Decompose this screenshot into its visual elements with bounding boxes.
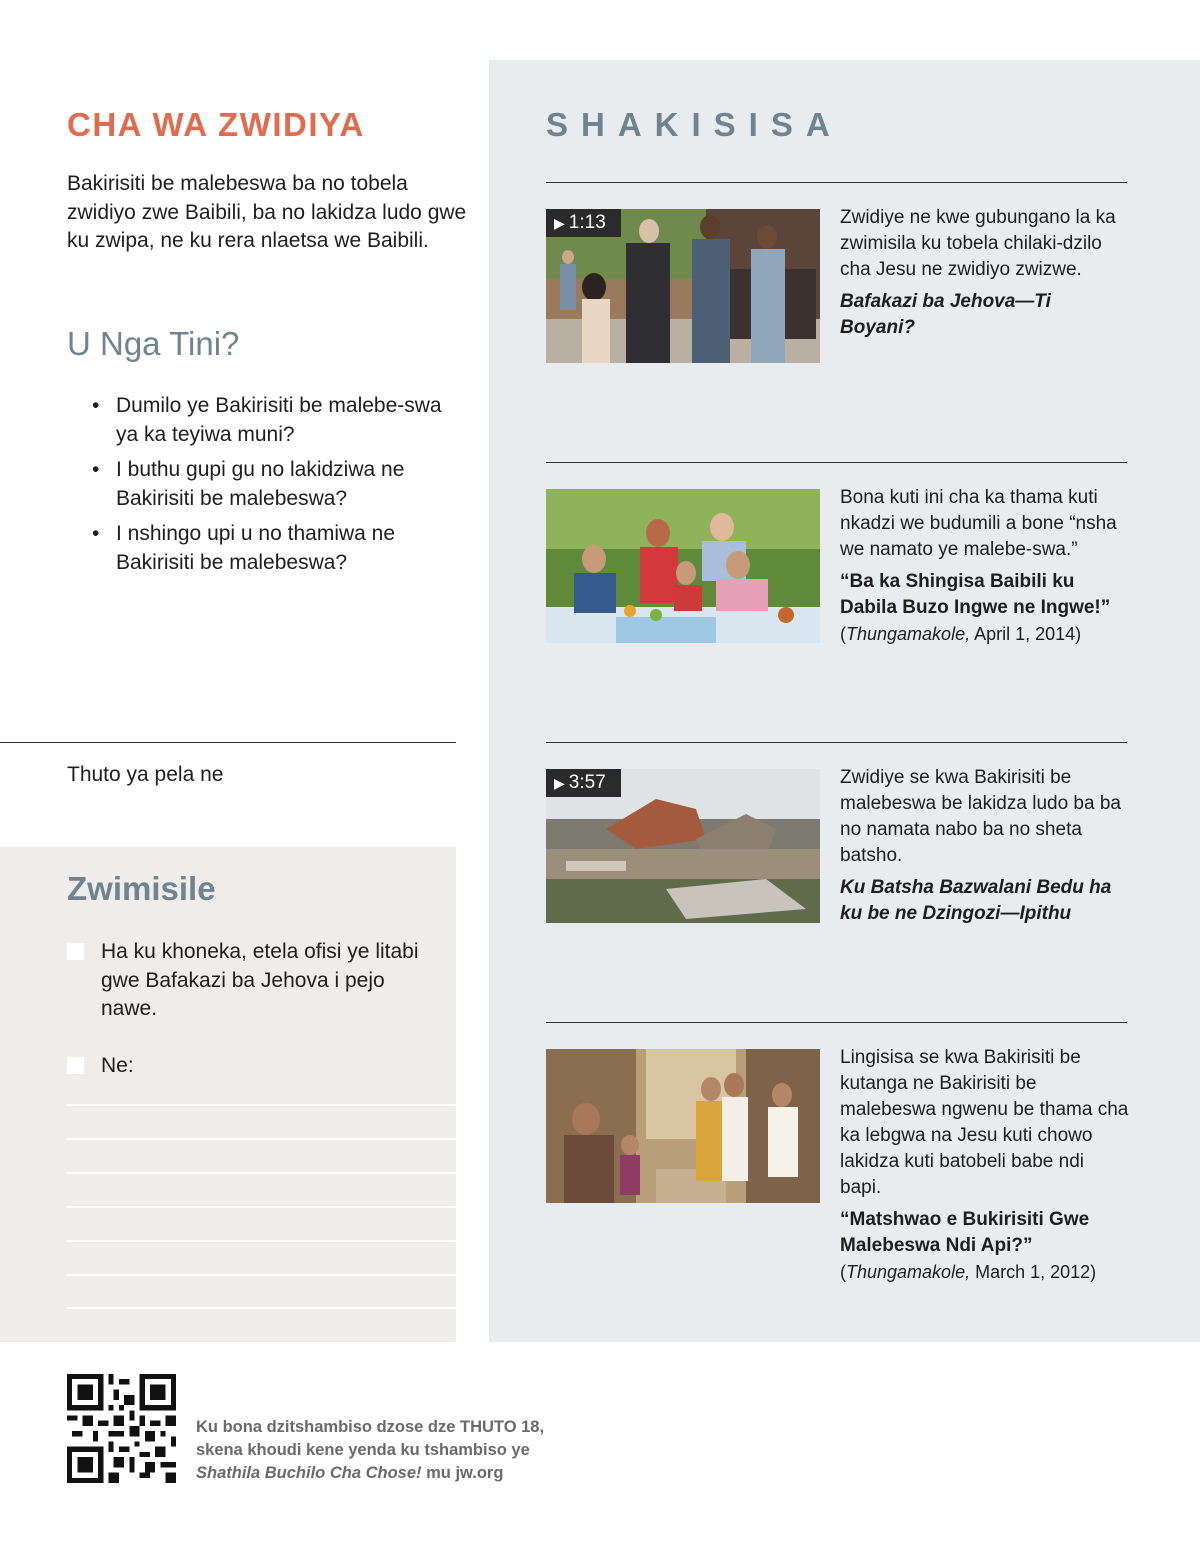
resource-description: Bona kuti ini cha ka thama kuti nkadzi we budumili a bone “nsha we namato ye malebe-swa.” “Ba ka Shingisa Baibili ku Dabila Buzo Ingwe ne Ingwe!” (Thungamakole, April 1, 2014) xyxy=(840,485,1130,647)
qr-code-icon xyxy=(67,1374,176,1483)
video-duration-badge: ▶ 3:57 xyxy=(546,769,621,797)
resource-title[interactable]: “Ba ka Shingisa Baibili ku Dabila Buzo Ingwe ne Ingwe!” xyxy=(840,571,1111,618)
video-thumbnail[interactable] xyxy=(546,769,820,923)
divider xyxy=(546,1022,1127,1023)
resource-title[interactable]: “Matshwao e Bukirisiti Gwe Malebeswa Ndi Api?” xyxy=(840,1209,1090,1256)
resource-citation: (Thungamakole, March 1, 2012) xyxy=(840,1262,1097,1282)
write-line[interactable] xyxy=(67,1138,456,1140)
write-line[interactable] xyxy=(67,1104,456,1106)
resource-description: Lingisisa se kwa Bakirisiti be kutanga ne Bakirisiti be malebeswa ngwenu be thama cha ka lebgwa na Jesu kuti chowo lakidza kuti batobeli babe ndi bapi. “Matshwao e Bukirisiti Gwe Malebeswa Ndi Api?” (Thungamakole, March 1, 2012) xyxy=(840,1045,1130,1285)
bible-times-image xyxy=(546,1049,820,1203)
checkbox[interactable] xyxy=(67,1057,84,1074)
article-thumbnail[interactable] xyxy=(546,489,820,643)
resource-description: Zwidiye se kwa Bakirisiti be malebeswa be lakidza ludo ba ba no namata nabo ba no sheta batsho. Ku Batsha Bazwalani Bedu ha ku be ne Dzingozi—Ipithu xyxy=(840,765,1130,927)
divider xyxy=(546,742,1127,743)
write-line[interactable] xyxy=(67,1307,456,1309)
resource-title[interactable]: Ku Batsha Bazwalani Bedu ha ku be ne Dzingozi—Ipithu xyxy=(840,877,1112,924)
divider xyxy=(546,462,1127,463)
qr-code[interactable] xyxy=(67,1374,176,1483)
write-line[interactable] xyxy=(67,1206,456,1208)
play-icon: ▶ xyxy=(554,215,565,231)
footer-note: Ku bona dzitshambiso dzose dze THUTO 18, skena khoudi kene yenda ku tshambiso ye Shathila Buchilo Cha Chose! mu jw.org xyxy=(196,1418,545,1482)
goals-heading: Zwimisile xyxy=(67,870,216,907)
family-meal-image xyxy=(546,489,820,643)
goal-item: Ne: xyxy=(67,1052,437,1081)
video-thumbnail[interactable] xyxy=(546,209,820,363)
divider xyxy=(0,742,456,743)
intro-paragraph: Bakirisiti be malebeswa ba no tobela zwidiyo zwe Baibili, ba no lakidza ludo gwe ku zwipa, ne ku rera nlaetsa we Baibili. xyxy=(67,172,467,252)
checkbox[interactable] xyxy=(67,943,84,960)
goals-panel xyxy=(0,847,456,1342)
play-icon: ▶ xyxy=(554,775,565,791)
questions-list xyxy=(92,392,452,584)
page-title: CHA WA ZWIDIYA xyxy=(67,106,365,143)
write-line[interactable] xyxy=(67,1274,456,1276)
explore-heading: SHAKISISA xyxy=(546,106,843,143)
questions-heading: U Nga Tini? xyxy=(67,325,240,362)
resource-title[interactable]: Bafakazi ba Jehova—Ti Boyani? xyxy=(840,291,1051,338)
question-item: • Dumilo ye Bakirisiti be malebe-swa ya ka teyiwa muni? xyxy=(92,394,442,446)
question-item: • I nshingo upi u no thamiwa ne Bakirisiti be malebeswa? xyxy=(92,522,396,574)
next-study-label: Thuto ya pela ne xyxy=(67,763,224,786)
resource-description: Zwidiye ne kwe gubungano la ka zwimisila ku tobela chilaki-dzilo cha Jesu ne zwidiyo zwizwe. Bafakazi ba Jehova—Ti Boyani? xyxy=(840,205,1130,341)
resource-citation: (Thungamakole, April 1, 2014) xyxy=(840,624,1082,644)
article-thumbnail[interactable] xyxy=(546,1049,820,1203)
video-duration-badge: ▶ 1:13 xyxy=(546,209,621,237)
goal-item: Ha ku khoneka, etela ofisi ye litabi gwe Bafakazi ba Jehova i pejo nawe. xyxy=(67,938,437,1024)
write-line[interactable] xyxy=(67,1172,456,1174)
divider xyxy=(546,182,1127,183)
question-item: • I buthu gupi gu no lakidziwa ne Bakirisiti be malebeswa? xyxy=(92,458,405,510)
write-line[interactable] xyxy=(67,1240,456,1242)
